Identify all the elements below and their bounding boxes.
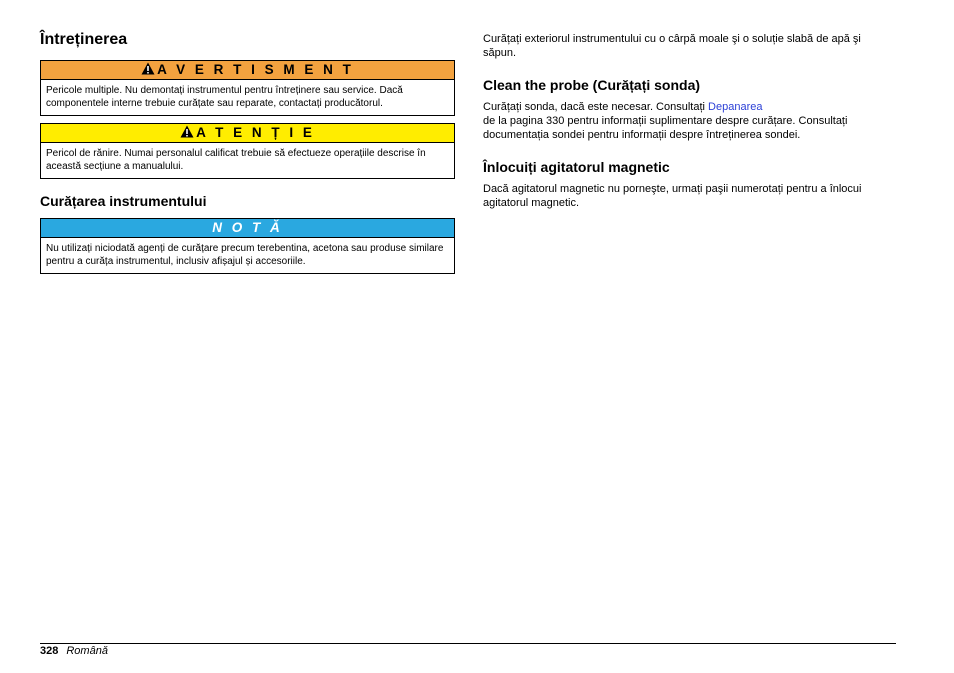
- footer-language: Română: [66, 645, 108, 657]
- caution-header: [41, 124, 454, 143]
- note-box: [40, 218, 455, 274]
- note-header: N O T Ă: [41, 219, 454, 238]
- probe-text-start: Curățați sonda, dacă este necesar. Consultați: [483, 101, 709, 113]
- caution-label: A T E N Ț I E: [196, 125, 315, 140]
- caution-text: Pericol de rănire. Numai personalul calificat trebuie să efectueze operațiile descrise în această secțiune a manualului.: [46, 148, 426, 172]
- probe-paragraph: [483, 100, 895, 142]
- note-text: Nu utilizați niciodată agenți de curățare precum terebentina, acetona sau produse similare pentru a curăța instrumentul, inclusiv afișajul și accesoriile.: [46, 243, 444, 267]
- warning-header: [41, 61, 454, 80]
- warning-box: [40, 60, 455, 116]
- probe-text-end: de la pagina 330 pentru informații suplimentare despre curățare. Consultați documentația sondei pentru informații despre întreținerea sondei.: [483, 115, 848, 141]
- caution-box: [40, 123, 455, 179]
- warning-triangle-icon: [141, 62, 155, 75]
- footer-divider: [40, 643, 896, 644]
- warning-text: Pericole multiple. Nu demontați instrumentul pentru întreținere sau service. Dacă componentele interne trebuie curățate sau reparate, contactați producătorul.: [46, 85, 403, 109]
- troubleshooting-link[interactable]: Depanarea: [708, 101, 763, 113]
- warning-triangle-icon: [180, 125, 194, 138]
- cleaning-paragraph: Curățați exteriorul instrumentului cu o cârpă moale şi o soluție slabă de apă şi săpun.: [483, 33, 861, 59]
- left-column: [40, 30, 455, 274]
- probe-title: Clean the probe (Curățați sonda): [483, 77, 701, 93]
- cleaning-title: Curățarea instrumentului: [40, 193, 207, 209]
- stirrer-title: Înlocuiți agitatorul magnetic: [483, 159, 670, 175]
- right-column: [483, 32, 895, 210]
- section-title: Întreținerea: [40, 31, 128, 48]
- warning-label: A V E R T I S M E N T: [157, 62, 354, 77]
- stirrer-paragraph: Dacă agitatorul magnetic nu porneşte, urmați paşii numerotați pentru a înlocui agitatorul magnetic.: [483, 183, 862, 209]
- page-footer: [40, 644, 108, 658]
- page-number: 328: [40, 645, 59, 657]
